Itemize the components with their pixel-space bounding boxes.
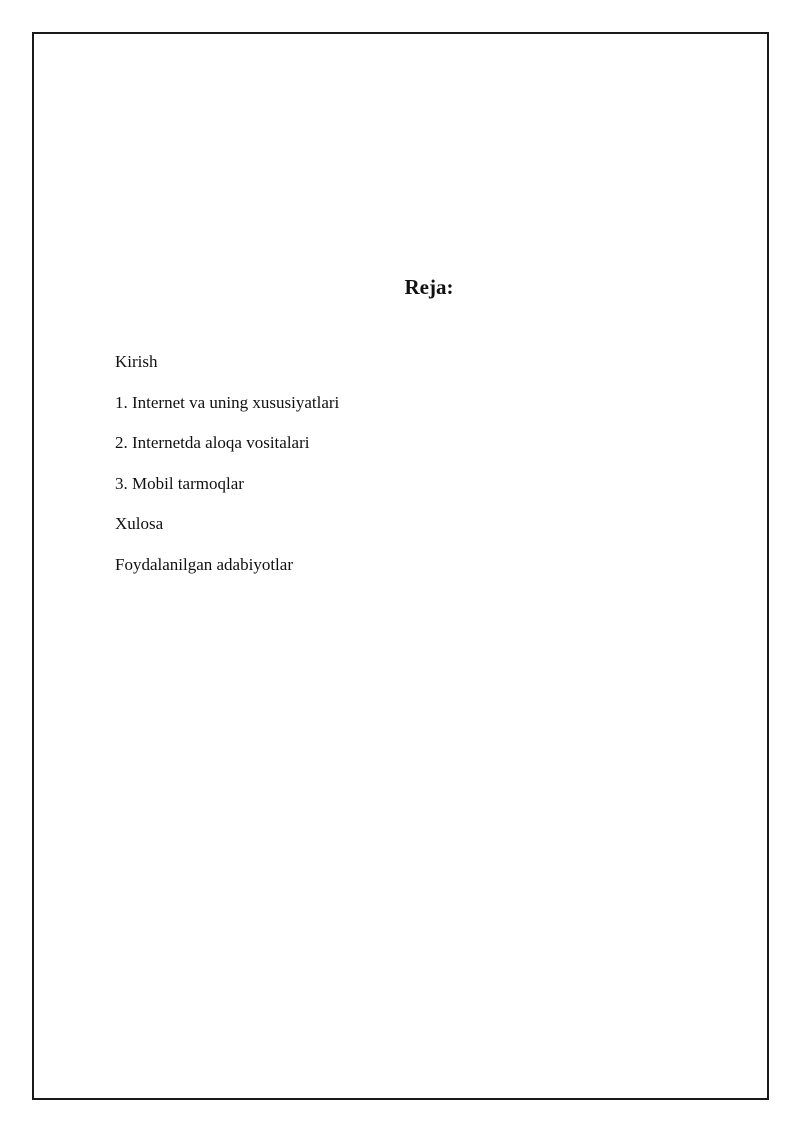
toc-item-section-3: 3. Mobil tarmoqlar xyxy=(115,473,244,493)
toc-item-section-1: 1. Internet va uning xususiyatlari xyxy=(115,392,340,412)
toc-item-introduction: Kirish xyxy=(115,352,158,371)
toc-item-section-2: 2. Internetda aloqa vositalari xyxy=(115,433,310,452)
toc-item-conclusion: Xulosa xyxy=(115,514,164,533)
toc-item-references: Foydalanilgan adabiyotlar xyxy=(115,554,293,574)
page-title: Reja: xyxy=(404,275,454,299)
table-of-contents xyxy=(115,350,339,593)
